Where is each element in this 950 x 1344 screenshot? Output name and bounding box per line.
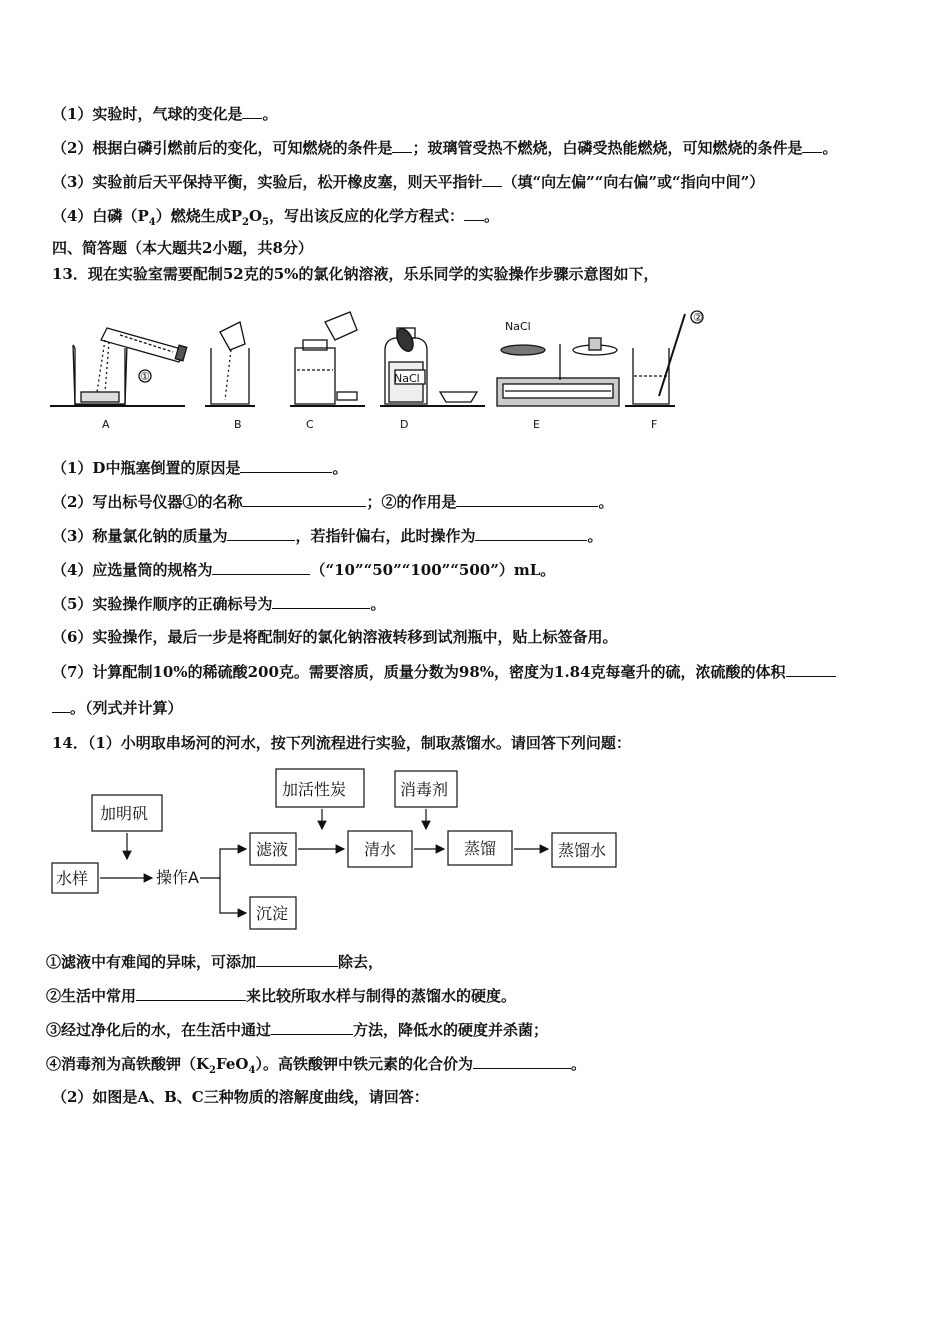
q13-experiment-figure bbox=[45, 300, 703, 440]
q13-part5: （5）实验操作顺序的正确标号为 。 bbox=[52, 595, 386, 613]
q14-part2: （2）如图是A、B、C三种物质的溶解度曲线，请回答： bbox=[52, 1088, 429, 1106]
q13-part2: （2）写出标号仪器①的名称 ；②的作用是 。 bbox=[52, 493, 614, 511]
label-clear-water: 清水 bbox=[364, 840, 397, 859]
answer-blank[interactable] bbox=[240, 457, 332, 473]
q12-part1: （1）实验时，气球的变化是 。 bbox=[52, 105, 278, 123]
label-operation-a: 操作A bbox=[156, 868, 199, 887]
q14-item4: ④消毒剂为高铁酸钾$(K_2FeO_4)$。高铁酸钾中铁元素的化合价为 。 bbox=[46, 1055, 586, 1076]
q14-stem: 14．（1）小明取串场河的河水，按下列流程进行实验，制取蒸馏水。请回答下列问题： bbox=[52, 734, 631, 752]
q12-part3: （3）实验前后天平保持平衡，实验后，松开橡皮塞，则天平指针 （填“向左偏”“向右偏”或“指向中间”） bbox=[52, 173, 765, 191]
label-distill: 蒸馏 bbox=[464, 839, 497, 858]
answer-blank[interactable] bbox=[802, 137, 822, 153]
answer-blank[interactable] bbox=[256, 951, 338, 967]
answer-blank[interactable] bbox=[473, 1053, 571, 1069]
q14-item2: ②生活中常用 来比较所取水样与制得的蒸馏水的硬度。 bbox=[46, 987, 517, 1005]
nacl-label: NaCl bbox=[505, 320, 531, 333]
figure-label-e: E bbox=[533, 418, 540, 431]
figure-label-a: A bbox=[102, 418, 110, 431]
label-distilled-water: 蒸馏水 bbox=[558, 841, 607, 860]
graduated-cylinder bbox=[101, 328, 187, 362]
label-alum: 加明矾 bbox=[100, 804, 149, 823]
q14-item1: ①滤液中有难闻的异味，可添加 除去， bbox=[46, 953, 384, 971]
label-filtrate: 滤液 bbox=[256, 840, 289, 859]
answer-blank[interactable] bbox=[242, 491, 366, 507]
answer-blank[interactable] bbox=[212, 559, 310, 575]
answer-blank[interactable] bbox=[271, 1019, 353, 1035]
label-water-sample: 水样 bbox=[56, 869, 89, 888]
q14-flow-diagram bbox=[50, 765, 625, 935]
answer-blank[interactable] bbox=[52, 697, 70, 713]
label-precipitate: 沉淀 bbox=[256, 904, 289, 923]
answer-blank[interactable] bbox=[272, 593, 370, 609]
figure-label-c: C bbox=[306, 418, 314, 431]
answer-blank[interactable] bbox=[786, 661, 836, 677]
q13-stem: 13．现在实验室需要配制52克的5%的氯化钠溶液，乐乐同学的实验操作步骤示意图如下， bbox=[52, 265, 659, 283]
answer-blank[interactable] bbox=[475, 525, 587, 541]
q13-part3: （3）称量氯化钠的质量为 ，若指针偏右，此时操作为 。 bbox=[52, 527, 603, 545]
figure-label-d: D bbox=[400, 418, 409, 431]
label-carbon: 加活性炭 bbox=[282, 780, 347, 799]
section-heading: 四、简答题（本大题共2小题，共8分） bbox=[52, 239, 313, 257]
q13-part6: （6）实验操作，最后一步是将配制好的氯化钠溶液转移到试剂瓶中，贴上标签备用。 bbox=[52, 628, 618, 646]
q13-part4: （4）应选量筒的规格为 （“10”“50”“100”“500”）mL。 bbox=[52, 561, 556, 579]
figure-label-b: B bbox=[234, 418, 242, 431]
reagent-bottle bbox=[385, 326, 477, 404]
answer-blank[interactable] bbox=[464, 205, 484, 221]
beaker-b bbox=[211, 322, 249, 404]
figure-label-f: F bbox=[651, 418, 658, 431]
answer-blank[interactable] bbox=[392, 137, 412, 153]
q13-part1: （1）D中瓶塞倒置的原因是 。 bbox=[52, 459, 348, 477]
answer-blank[interactable] bbox=[227, 525, 295, 541]
nacl-label: NaCl bbox=[394, 372, 420, 385]
beaker-f bbox=[633, 311, 703, 404]
answer-blank[interactable] bbox=[456, 491, 598, 507]
balance-e bbox=[497, 338, 619, 406]
marker-1: ① bbox=[140, 370, 150, 383]
marker-2: ② bbox=[693, 311, 703, 324]
answer-blank[interactable] bbox=[482, 171, 502, 187]
q14-item3: ③经过净化后的水，在生活中通过 方法，降低水的硬度并杀菌； bbox=[46, 1021, 549, 1039]
q12-part2: （2）根据白磷引燃前后的变化，可知燃烧的条件是 ；玻璃管受热不燃烧，白磷受热能燃烧，可知燃烧的条件是 。 bbox=[52, 139, 838, 157]
q12-part4: （4）白磷$(P_4)$燃烧生成$P_2O_5$，写出该反应的化学方程式： 。 bbox=[52, 207, 500, 228]
q13-part7-cont: 。（列式并计算） bbox=[52, 697, 183, 718]
answer-blank[interactable] bbox=[136, 985, 246, 1001]
answer-blank[interactable] bbox=[242, 103, 262, 119]
label-disinfectant: 消毒剂 bbox=[400, 780, 449, 799]
q13-part7: （7）计算配制10%的稀硫酸200克。需要溶质，质量分数为98%，密度为1.84克每毫升的硫，浓硫酸的体积 bbox=[52, 661, 836, 682]
balance-c bbox=[295, 312, 357, 404]
